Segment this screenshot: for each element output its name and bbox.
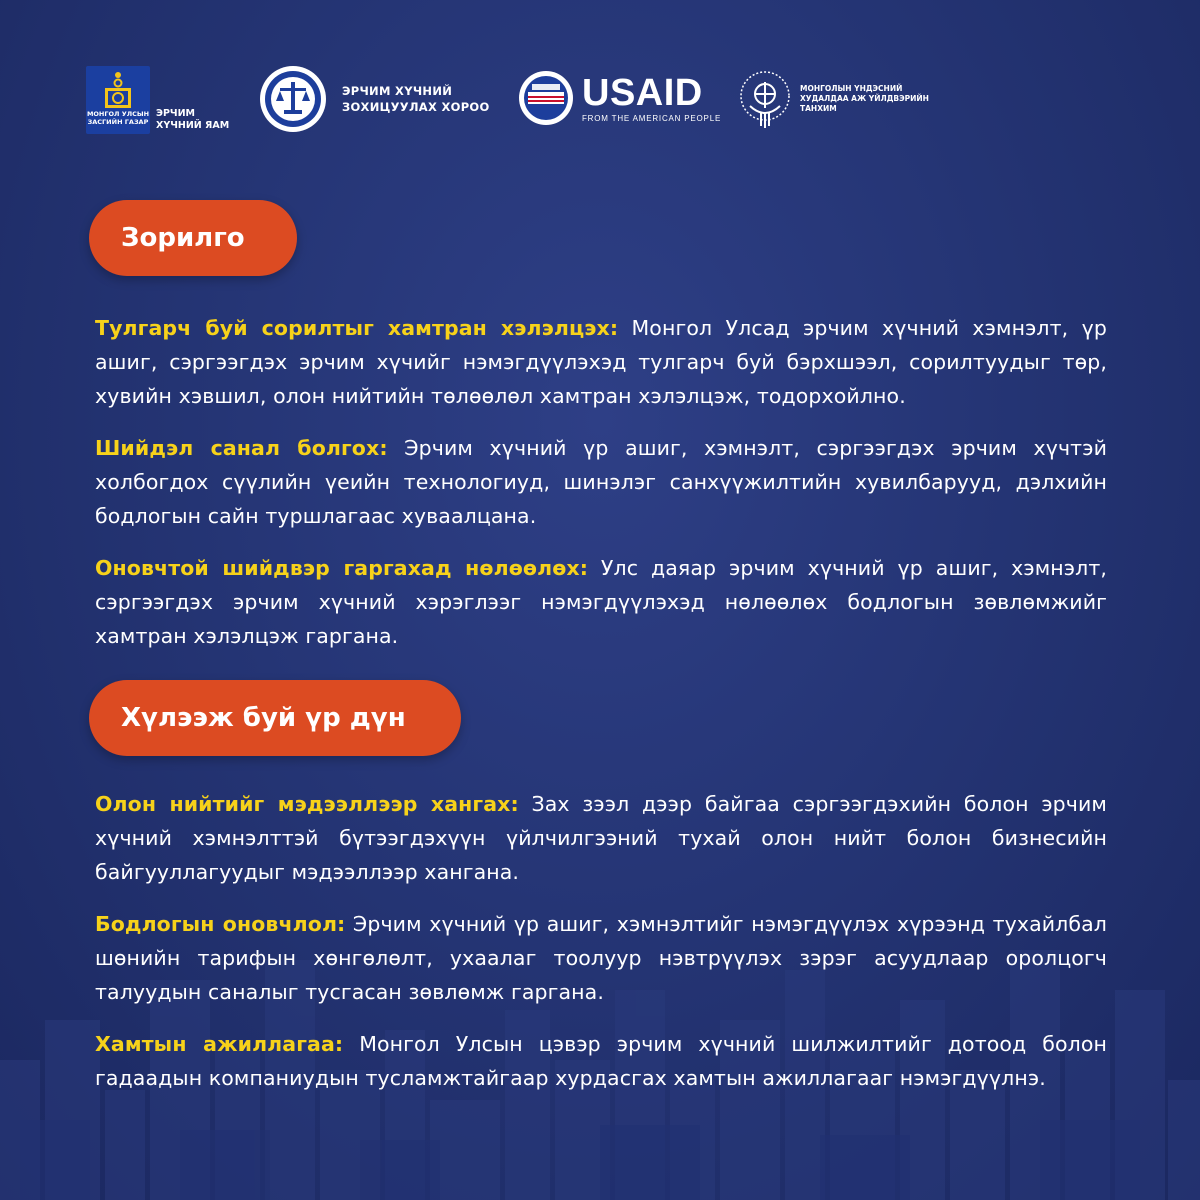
outcome-item-text: Монгол Улсын цэвэр эрчим хүчний шилжилтийг дотоод болон гадаадын компаниудын тусламжтайгаар хурдасгах хамтын ажиллагааг нэмэгдүүлнэ. <box>95 1032 1107 1090</box>
outcome-item-text: Эрчим хүчний үр ашиг, хэмнэлтийг нэмэгдүүлэх хүрээнд тухайлбал шөнийн тарифын хөнгөлөлт, ухаалаг тоолуур нэвтрүүлэх зэрэг асуудлаар оролцогч талуудын саналыг тусгасан зөвлөмж гаргана. <box>95 912 1107 1004</box>
ministry-name <box>156 108 229 132</box>
outcome-heading-pill: Хүлээж буй үр дүн <box>89 680 461 756</box>
usaid-tagline: FROM THE AMERICAN PEOPLE <box>582 113 722 123</box>
goal-item-lead: Тулгарч буй сорилтыг хамтран хэлэлцэх: <box>95 316 619 340</box>
chamber-name <box>800 84 929 114</box>
goal-heading-pill: Зорилго <box>89 200 297 276</box>
goal-item <box>95 311 1107 413</box>
usaid-wordmark: USAID <box>582 71 703 114</box>
ministry-of-energy-logo <box>86 66 229 134</box>
chamber-name-line3: ТАНХИМ <box>800 104 837 113</box>
outcome-item <box>95 787 1107 889</box>
ministry-small-caption: МОНГОЛ УЛСЫН ЗАСГИЙН ГАЗАР <box>86 110 150 126</box>
regulatory-name-line2: ЗОХИЦУУЛАХ ХОРОО <box>342 100 490 114</box>
outcome-section <box>95 787 1107 1113</box>
goal-item-text: Эрчим хүчний үр ашиг, хэмнэлт, сэргээгдэх эрчим хүчтэй холбогдох сүүлийн үеийн технологиуд, шинэлэг санхүүжилтийн хувилбарууд, дэлхийн бодлогын сайн туршлагаас хуваалцана. <box>95 436 1107 528</box>
outcome-item-lead: Олон нийтийг мэдээллээр хангах: <box>95 792 519 816</box>
usaid-logo <box>518 70 721 126</box>
chamber-name-line1: МОНГОЛЫН ҮНДЭСНИЙ <box>800 84 903 93</box>
chamber-emblem-icon <box>736 68 794 130</box>
regulatory-name <box>342 83 490 115</box>
ministry-name-line2: ХҮЧНИЙ ЯАМ <box>156 120 230 131</box>
goal-section <box>95 311 1107 671</box>
outcome-item-lead: Бодлогын оновчлол: <box>95 912 346 936</box>
partner-logo-bar <box>0 62 1200 142</box>
goal-item <box>95 551 1107 653</box>
usaid-seal-icon <box>518 70 574 126</box>
energy-regulatory-commission-logo <box>258 64 490 134</box>
outcome-item-text: Зах зээл дээр байгаа сэргээгдэхийн болон эрчим хүчний хэмнэлттэй бүтээгдэхүүн үйлчилгээний тухай олон нийт болон бизнесийн байгууллагуудыг мэдээллээр хангана. <box>95 792 1107 884</box>
outcome-item-lead: Хамтын ажиллагаа: <box>95 1032 344 1056</box>
goal-item-lead: Оновчтой шийдвэр гаргахад нөлөөлөх: <box>95 556 589 580</box>
ministry-name-line1: ЭРЧИМ <box>156 108 196 119</box>
chamber-name-line2: ХУДАЛДАА АЖ ҮЙЛДВЭРИЙН <box>800 94 929 103</box>
soyombo-icon <box>102 70 134 110</box>
chamber-of-commerce-logo <box>736 68 929 130</box>
goal-item <box>95 431 1107 533</box>
regulatory-seal-icon <box>258 64 328 134</box>
goal-item-text: Улс даяар эрчим хүчний үр ашиг, хэмнэлт, сэргээгдэх эрчим хүчний хэрэглээг нэмэгдүүлэхэд нөлөөлөх бодлогын зөвлөмжийг хамтран хэлэлцэж гаргана. <box>95 556 1107 648</box>
regulatory-name-line1: ЭРЧИМ ХҮЧНИЙ <box>342 84 453 98</box>
goal-item-lead: Шийдэл санал болгох: <box>95 436 388 460</box>
ministry-emblem <box>86 66 150 134</box>
goal-item-text: Монгол Улсад эрчим хүчний хэмнэлт, үр ашиг, сэргээгдэх эрчим хүчийг нэмэгдүүлэхэд тулгарч буй бэрхшээл, сорилтуудыг төр, хувийн хэвшил, олон нийтийн төлөөлөл хамтран хэлэлцэж, тодорхойлно. <box>95 316 1107 408</box>
outcome-item <box>95 907 1107 1009</box>
outcome-item <box>95 1027 1107 1095</box>
